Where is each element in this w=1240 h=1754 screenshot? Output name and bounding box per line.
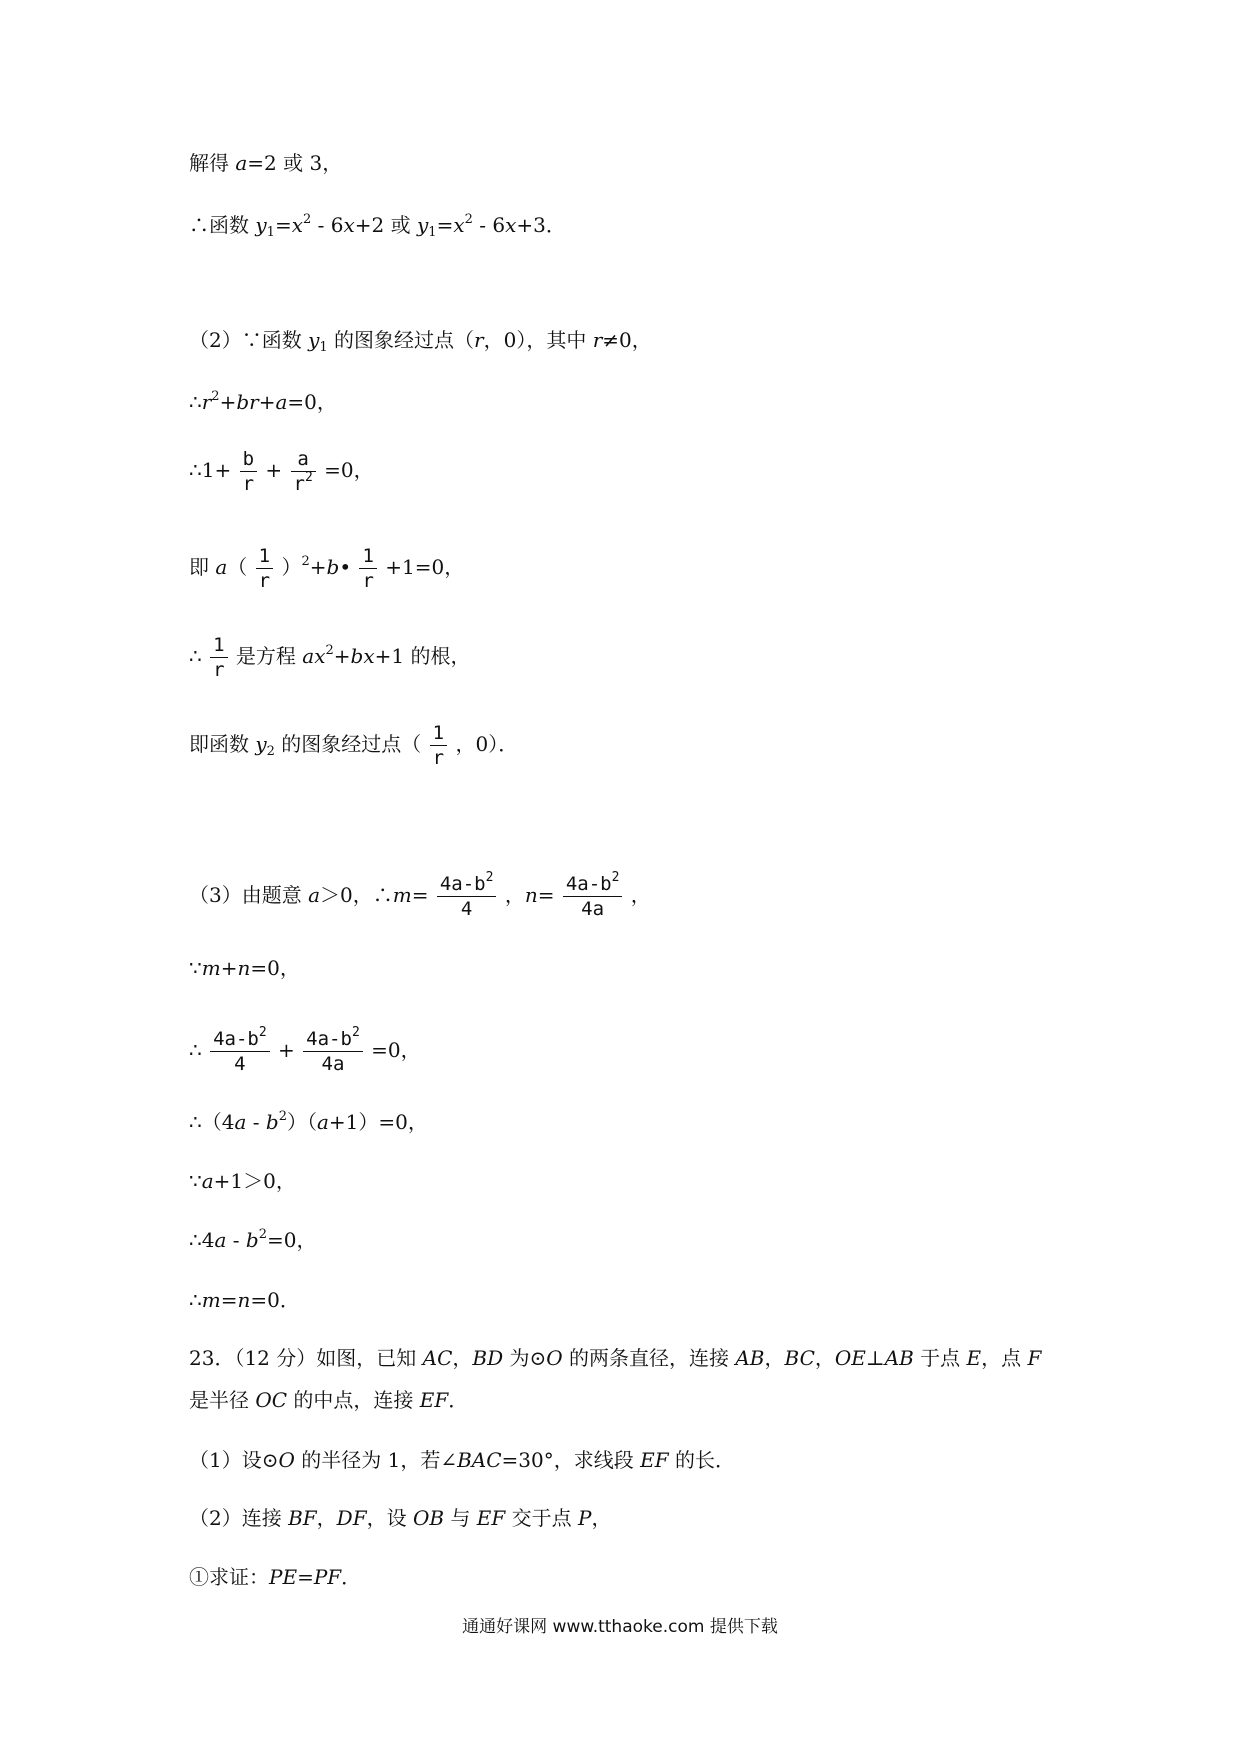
fraction: $\frac{4a-b^2}{4a}$: [303, 1028, 363, 1075]
solution-line: ∴1+ $\frac{b}{r}$ + $\frac{a}{r^2}$ =0，: [189, 448, 374, 495]
solution-line: 即函数 $y_2$ 的图象经过点（ $\frac{1}{r}$ ，0）．: [189, 722, 519, 769]
solution-line: ∴函数 $y_1=x^2 - 6x+2$ 或 $y_1=x^2 - 6x+3$．: [189, 212, 566, 240]
question-line: 是半径 OC 的中点，连接 EF．: [189, 1388, 469, 1412]
solution-line: ∴ $\frac{4a-b^2}{4}$ + $\frac{4a-b^2}{4a}$ =0，: [189, 1025, 421, 1075]
fraction: $\frac{1}{r}$: [430, 722, 447, 769]
fraction: $\frac{4a-b^2}{4a}$: [563, 873, 623, 920]
question-line: （1）设⊙O 的半径为 1，若∠BAC=30°，求线段 EF 的长．: [189, 1448, 735, 1472]
fraction: $\frac{b}{r}$: [240, 448, 257, 495]
solution-line: ∵m+n=0，: [189, 956, 300, 980]
fraction: $\frac{4a-b^2}{4}$: [210, 1028, 270, 1075]
fraction: $\frac{1}{r}$: [210, 634, 227, 681]
solution-line: ∴4a - $b^2=0$，: [189, 1227, 317, 1252]
solution-line: ∵a+1＞0，: [189, 1169, 296, 1193]
solution-line: $\therefore r^2+br+a=0$，: [189, 389, 337, 414]
solution-line: ∴ $\frac{1}{r}$ 是方程 $ax^2+bx+1$ 的根，: [189, 634, 471, 681]
page-footer: 通通好课网 www.tthaoke.com 提供下载: [462, 1617, 778, 1637]
solution-line: ∴m=n=0．: [189, 1288, 300, 1312]
solution-line: （3）由题意 a＞0，∴m= $\frac{4a-b^2}{4}$ ，n= $\frac{4a-b^2}{4a}$ ，: [189, 870, 651, 920]
solution-line: 即 a（ $\frac{1}{r}$ ）$^2$+b• $\frac{1}{r}$ +1=0，: [189, 545, 465, 592]
fraction: $\frac{4a-b^2}{4}$: [437, 873, 497, 920]
fraction: $\frac{a}{r^2}$: [291, 448, 316, 495]
question-line: 23．（12 分）如图，已知 AC，BD 为⊙O 的两条直径，连接 AB，BC，OE⊥AB 于点 E，点 F: [189, 1346, 1042, 1370]
solution-line: （2）∵函数 $y_1$ 的图象经过点（r，0），其中 r≠0，: [189, 328, 652, 355]
question-line: （2）连接 BF，DF，设 OB 与 EF 交于点 P，: [189, 1506, 612, 1530]
solution-line: ∴（4a - $b^2)(a+1)=0$，: [189, 1109, 428, 1134]
solution-line: 解得 a=2 或 3，: [189, 151, 343, 175]
fraction: $\frac{1}{r}$: [256, 545, 273, 592]
fraction: $\frac{1}{r}$: [359, 545, 376, 592]
question-line: ①求证：PE=PF．: [189, 1565, 362, 1589]
